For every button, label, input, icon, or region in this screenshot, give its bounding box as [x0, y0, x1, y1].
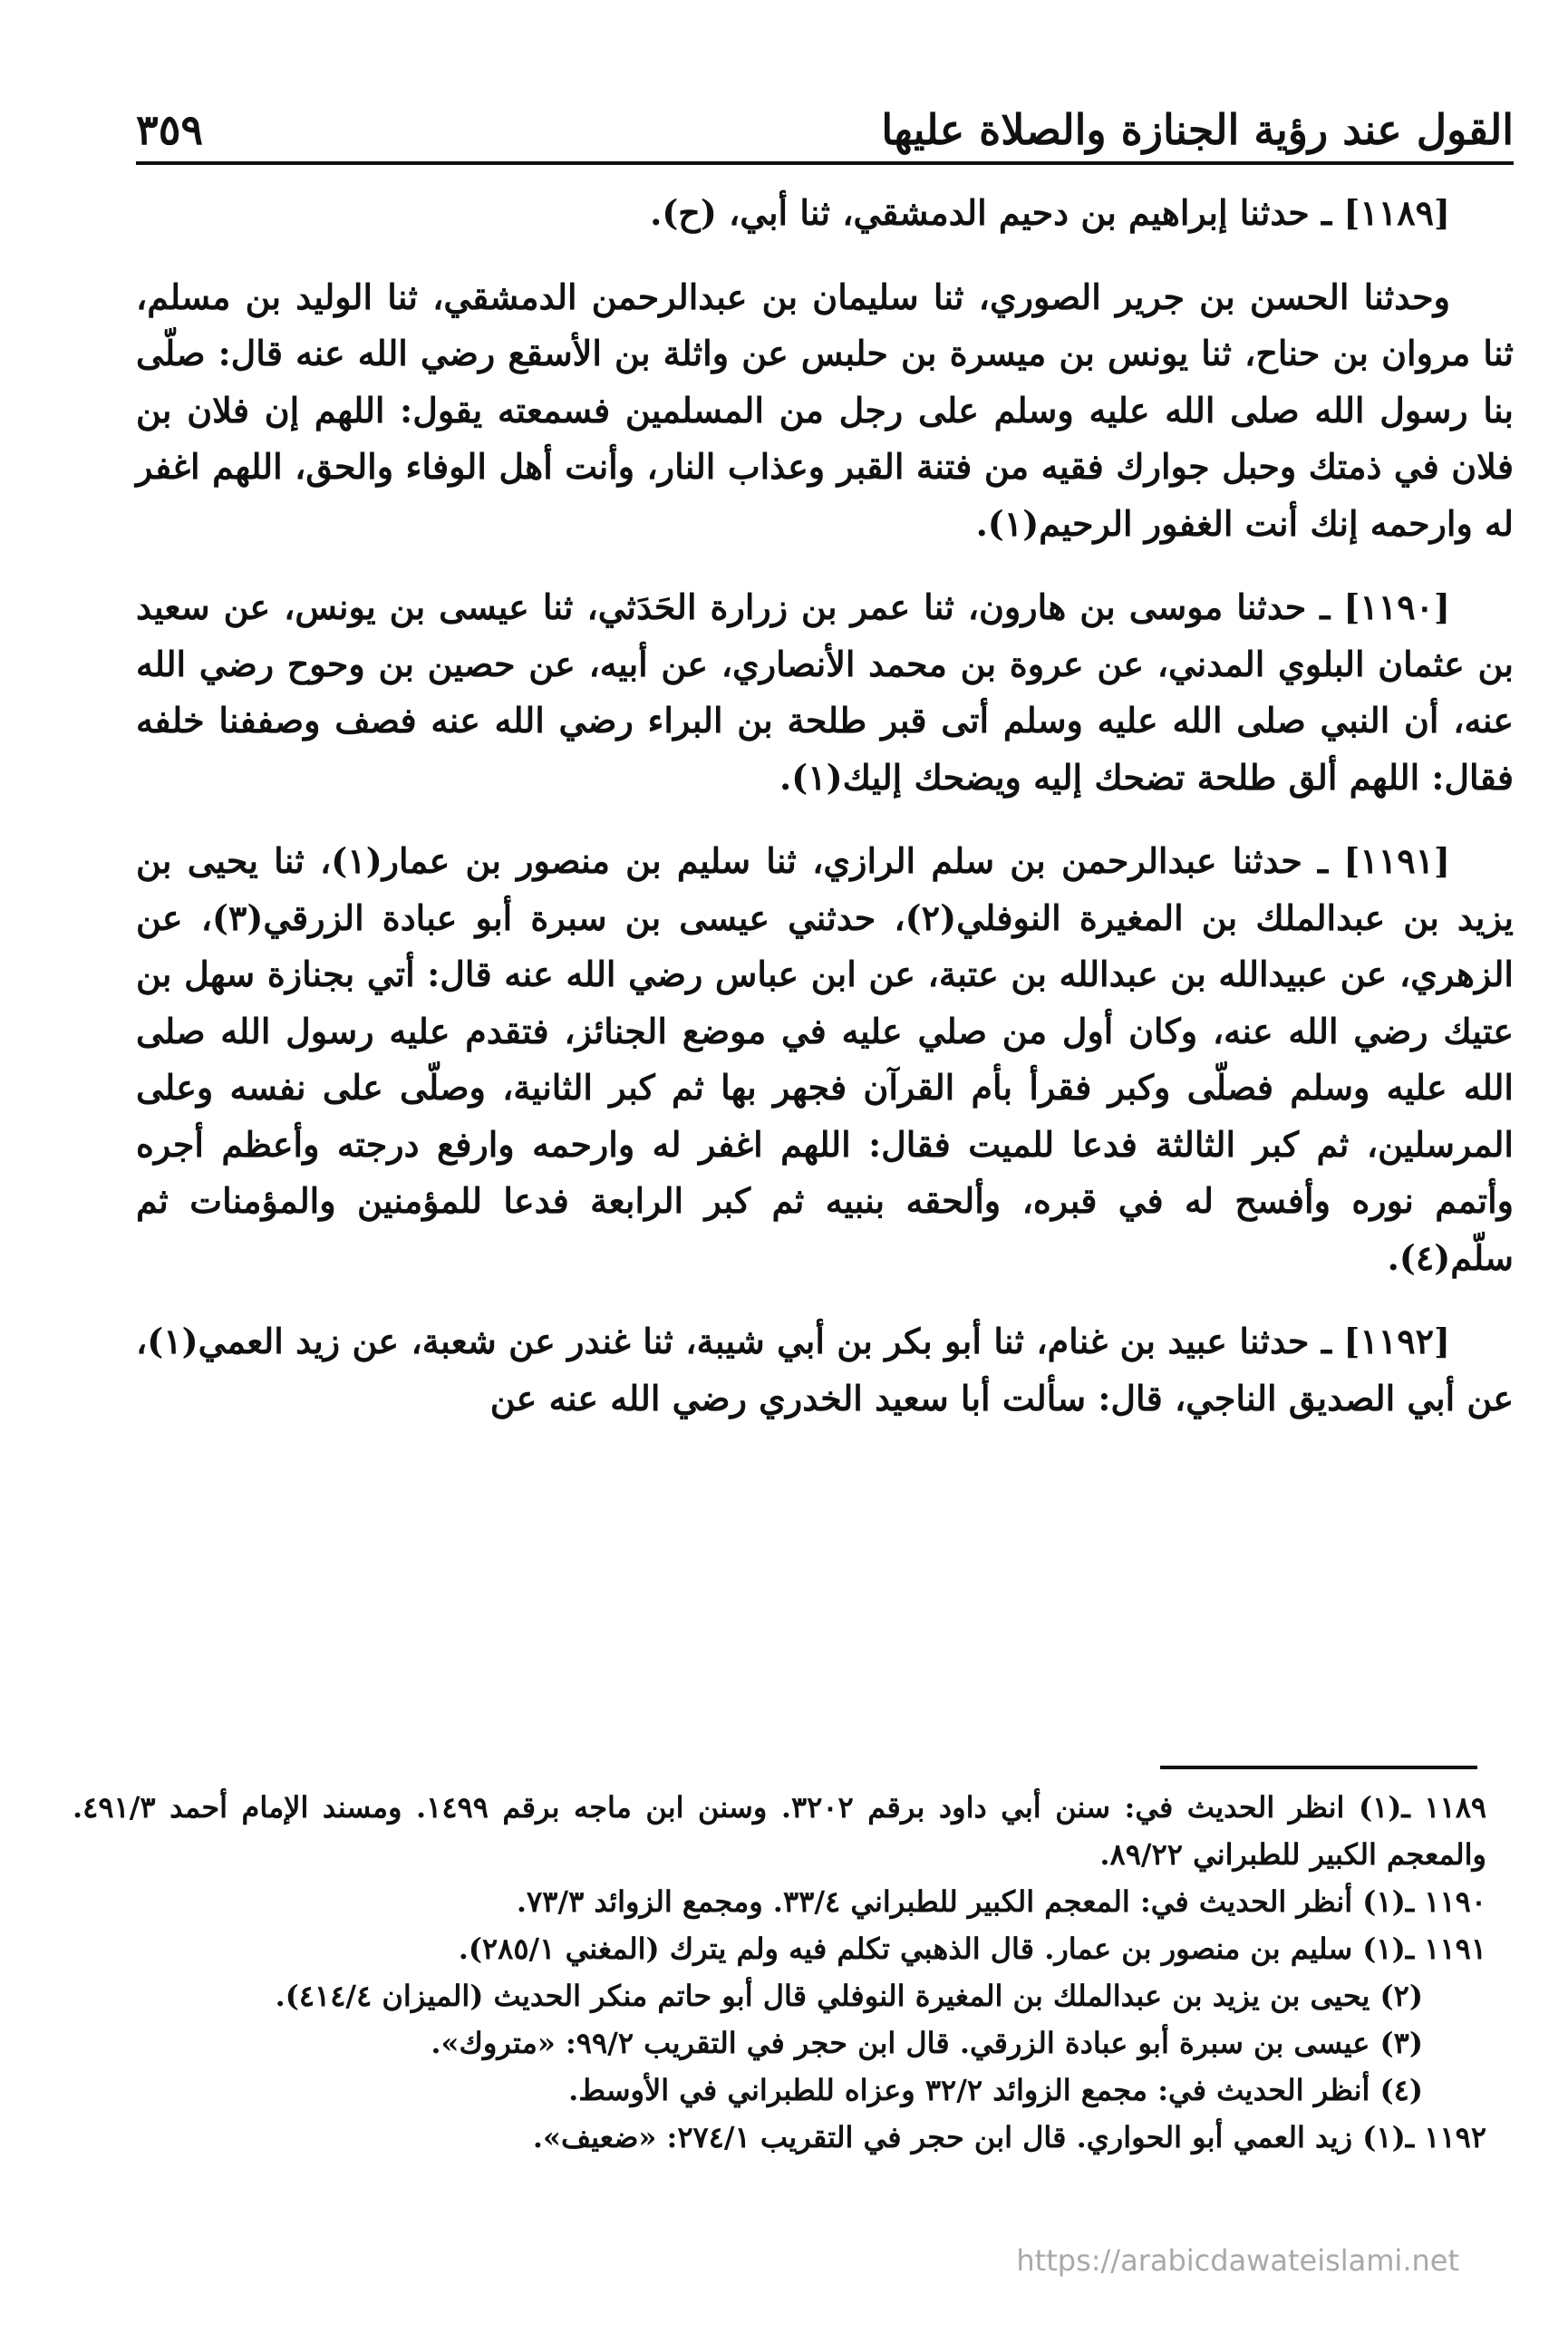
footnote [73, 2019, 1486, 2067]
hadith-1189 [136, 185, 1514, 242]
watermark-url: https://arabicdawateislami.net [1016, 2243, 1459, 2278]
footnote-text: سليم بن منصور بن عمار. قال الذهبي تكلم فيه ولم يترك (المغني ٢٨٥/١). [458, 1932, 1353, 1966]
footnote-ref: ١١٨٩ ـ(١) [1358, 1790, 1487, 1825]
footnote-ref: ١١٩١ ـ(١) [1362, 1932, 1486, 1966]
footnote-ref: (٤) [1379, 2073, 1423, 2107]
footnote-text: زيد العمي أبو الحواري. قال ابن حجر في التقريب ٢٧٤/١: «ضعيف». [532, 2120, 1353, 2154]
chapter-title: القول عند رؤية الجنازة والصلاة عليها [881, 105, 1514, 154]
footnote-text: انظر الحديث في: سنن أبي داود برقم ٣٢٠٢. وسنن ابن ماجه برقم ١٤٩٩. ومسند الإمام أحمد ٤٩١/٣. والمعجم الكبير للطبراني ٨٩/٢٢. [73, 1790, 1486, 1872]
main-text [136, 185, 1514, 1427]
page [136, 91, 1514, 1454]
footnote-separator [1160, 1766, 1477, 1769]
footnote [73, 2114, 1486, 2161]
footnote-ref: (٣) [1379, 2026, 1423, 2060]
footnote [73, 2067, 1486, 2114]
hadith-text: وحدثنا الحسن بن جرير الصوري، ثنا سليمان بن عبدالرحمن الدمشقي، ثنا الوليد بن مسلم، ثنا مروان بن حناح، ثنا يونس بن ميسرة بن حلبس عن واثلة بن الأسقع رضي الله عنه قال: صلّى بنا رسول الله صلى الله عليه وسلم على رجل من المسلمين فسمعته يقول: اللهم إن فلان بن فلان في ذمتك وحبل جوارك فقيه من فتنة القبر وعذاب النار، وأنت أهل الوفاء والحق، اللهم اغفر له وارحمه إنك أنت الغفور الرحيم(١). [136, 276, 1514, 544]
footnote-ref: ١١٩٠ ـ(١) [1362, 1884, 1486, 1919]
footnote [73, 1972, 1486, 2019]
hadith-text: ـ حدثنا إبراهيم بن دحيم الدمشقي، ثنا أبي، (ح). [650, 192, 1332, 233]
hadith-number: [١١٨٩] [1343, 192, 1450, 233]
hadith-text: ـ حدثنا عبيد بن غنام، ثنا أبو بكر بن أبي شيبة، ثنا غندر عن شعبة، عن زيد العمي(١)، عن أبي الصديق الناجي، قال: سألت أبا سعيد الخدري رضي الله عنه عن [136, 1321, 1514, 1418]
footnote [73, 1878, 1486, 1925]
hadith-1192 [136, 1313, 1514, 1427]
hadith-number: [١١٩١] [1343, 840, 1450, 881]
footnote-text: يحيى بن يزيد بن عبدالملك بن المغيرة النوفلي قال أبو حاتم منكر الحديث (الميزان ٤١٤/٤). [275, 1979, 1370, 2013]
footnotes [73, 1784, 1486, 2161]
hadith-number: [١١٩٢] [1343, 1321, 1450, 1361]
footnote-ref: ١١٩٢ ـ(١) [1362, 2120, 1486, 2154]
hadith-text: ـ حدثنا عبدالرحمن بن سلم الرازي، ثنا سليم بن منصور بن عمار(١)، ثنا يحيى بن يزيد بن عبدالملك بن المغيرة النوفلي(٢)، حدثني عيسى بن سبرة أبو عبادة الزرقي(٣)، عن الزهري، عن عبيدالله بن عبدالله بن عتبة، عن ابن عباس رضي الله عنه قال: أتي بجنازة سهل بن عتيك رضي الله عنه، وكان أول من صلي عليه في موضع الجنائز، فتقدم عليه رسول الله صلى الله عليه وسلم فصلّى وكبر فقرأ بأم القرآن فجهر بها ثم كبر الثانية، وصلّى على نفسه وعلى المرسلين، ثم كبر الثالثة فدعا للميت فقال: اللهم اغفر له وارحمه وارفع درجته وأعظم أجره وأتمم نوره وأفسح له في قبره، وألحقه بنبيه ثم كبر الرابعة فدعا للمؤمنين والمؤمنات ثم سلّم(٤). [136, 840, 1514, 1278]
hadith-1189-continued [136, 269, 1514, 553]
footnote-text: أنظر الحديث في: مجمع الزوائد ٣٢/٢ وعزاه للطبراني في الأوسط. [568, 2073, 1370, 2107]
hadith-1191 [136, 833, 1514, 1286]
running-header [136, 91, 1514, 165]
footnote-text: أنظر الحديث في: المعجم الكبير للطبراني ٣٣/٤. ومجمع الزوائد ٧٣/٣. [516, 1884, 1353, 1919]
footnote-text: عيسى بن سبرة أبو عبادة الزرقي. قال ابن حجر في التقريب ٩٩/٢: «متروك». [431, 2026, 1370, 2060]
footnote [73, 1784, 1486, 1878]
hadith-1190 [136, 579, 1514, 806]
footnote [73, 1925, 1486, 1972]
page-number: ٣٥٩ [136, 105, 204, 154]
footnote-ref: (٢) [1379, 1979, 1423, 2013]
hadith-text: ـ حدثنا موسى بن هارون، ثنا عمر بن زرارة الحَدَثي، ثنا عيسى بن يونس، عن سعيد بن عثمان البلوي المدني، عن عروة بن محمد الأنصاري، عن أبيه، عن حصين بن وحوح رضي الله عنه، أن النبي صلى الله عليه وسلم أتى قبر طلحة بن البراء رضي الله عنه فصف وصففنا خلفه فقال: اللهم ألق طلحة تضحك إليه ويضحك إليك(١). [136, 586, 1514, 798]
hadith-number: [١١٩٠] [1343, 586, 1450, 627]
